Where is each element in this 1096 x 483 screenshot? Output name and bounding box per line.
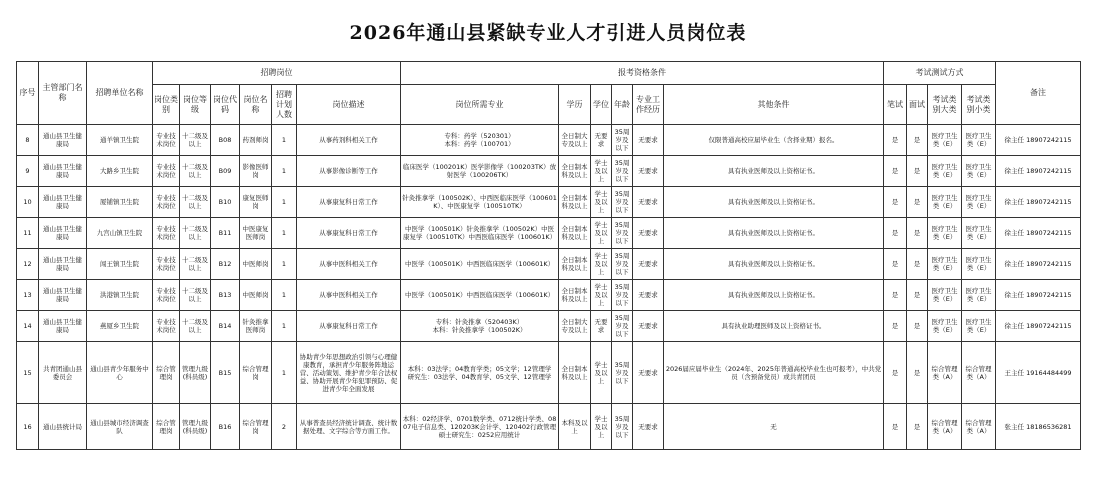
cell-name: 药剂师岗 [240, 125, 272, 156]
cell-written: 是 [884, 156, 907, 187]
cell-remark: 徐主任 18907242115 [996, 280, 1081, 311]
cell-exp: 无要求 [633, 187, 664, 218]
col-other: 其他条件 [664, 85, 884, 125]
cell-written: 是 [884, 125, 907, 156]
cell-exp: 无要求 [633, 342, 664, 404]
cell-remark: 徐主任 18907242115 [996, 187, 1081, 218]
cell-level: 十二级及以上 [180, 249, 211, 280]
cell-other: 具有执业医师及以上资格证书。 [664, 218, 884, 249]
cell-edu: 全日制本科及以上 [559, 249, 591, 280]
cell-type: 综合管理岗 [153, 404, 180, 450]
cell-dept: 通山县卫生健康局 [39, 218, 87, 249]
table-row [17, 311, 1081, 342]
cell-code: B15 [211, 342, 240, 404]
col-exam-major: 考试类别大类 [928, 85, 962, 125]
cell-exam-minor: 医疗卫生类（E） [962, 156, 996, 187]
cell-dept: 共青团通山县委员会 [39, 342, 87, 404]
group-exam: 考试测试方式 [884, 62, 996, 85]
group-recruit: 招聘岗位 [153, 62, 401, 85]
col-post-code: 岗位代码 [211, 85, 240, 125]
table-row [17, 404, 1081, 450]
col-post-name: 岗位名称 [240, 85, 272, 125]
cell-degree: 学士及以上 [591, 187, 612, 218]
cell-count: 1 [272, 249, 297, 280]
cell-exp: 无要求 [633, 218, 664, 249]
cell-degree: 学士及以上 [591, 342, 612, 404]
cell-unit: 大路乡卫生院 [87, 156, 153, 187]
cell-type: 专业技术岗位 [153, 156, 180, 187]
cell-name: 综合管理岗 [240, 342, 272, 404]
cell-name: 中医师岗 [240, 249, 272, 280]
cell-exam-major: 医疗卫生类（E） [928, 218, 962, 249]
cell-level: 十二级及以上 [180, 218, 211, 249]
table-body [17, 125, 1081, 450]
cell-exam-major: 医疗卫生类（E） [928, 187, 962, 218]
cell-type: 专业技术岗位 [153, 280, 180, 311]
cell-remark: 徐主任 18907242115 [996, 156, 1081, 187]
cell-seq: 9 [17, 156, 39, 187]
cell-major: 中医学（100501K）针灸推拿学（100502K）中医康复学（100510TK）中西医临床医学（100601K） [401, 218, 559, 249]
cell-level: 管理九级(科员级) [180, 404, 211, 450]
cell-type: 专业技术岗位 [153, 125, 180, 156]
cell-remark: 徐主任 18907242115 [996, 249, 1081, 280]
cell-desc: 从事药剂科相关工作 [297, 125, 401, 156]
cell-dept: 通山县卫生健康局 [39, 187, 87, 218]
cell-seq: 12 [17, 249, 39, 280]
cell-other: 具有执业医师及以上资格证书。 [664, 156, 884, 187]
cell-desc: 从事中医科相关工作 [297, 280, 401, 311]
col-degree: 学位 [591, 85, 612, 125]
cell-exam-minor: 医疗卫生类（E） [962, 311, 996, 342]
cell-exam-minor: 医疗卫生类（E） [962, 249, 996, 280]
cell-desc: 从事中医科相关工作 [297, 249, 401, 280]
cell-other: 具有执业医师及以上资格证书。 [664, 249, 884, 280]
table-row [17, 218, 1081, 249]
col-post-level: 岗位等级 [180, 85, 211, 125]
cell-interview: 是 [907, 125, 928, 156]
cell-count: 1 [272, 342, 297, 404]
cell-other: 2026届应届毕业生（2024年、2025年普通高校毕业生也可报考），中共党员（含预备党员）或共青团员 [664, 342, 884, 404]
cell-type: 综合管理岗 [153, 342, 180, 404]
table-row [17, 156, 1081, 187]
cell-exam-major: 医疗卫生类（E） [928, 156, 962, 187]
cell-exam-minor: 医疗卫生类（E） [962, 218, 996, 249]
cell-remark: 徐主任 18907242115 [996, 125, 1081, 156]
cell-exp: 无要求 [633, 311, 664, 342]
cell-dept: 通山县卫生健康局 [39, 125, 87, 156]
cell-edu: 全日制本科及以上 [559, 280, 591, 311]
col-unit: 招聘单位名称 [87, 62, 153, 125]
page-title: 2026年通山县紧缺专业人才引进人员岗位表 [349, 22, 747, 44]
header-row-2 [17, 85, 1081, 125]
cell-unit: 通山县城市经济调查队 [87, 404, 153, 450]
cell-level: 十二级及以上 [180, 125, 211, 156]
col-exam-minor: 考试类别小类 [962, 85, 996, 125]
cell-degree: 学士及以上 [591, 156, 612, 187]
cell-interview: 是 [907, 249, 928, 280]
cell-count: 1 [272, 156, 297, 187]
cell-exam-major: 医疗卫生类（E） [928, 249, 962, 280]
cell-exam-minor: 医疗卫生类（E） [962, 125, 996, 156]
cell-name: 中医康复医师岗 [240, 218, 272, 249]
table-row [17, 187, 1081, 218]
cell-desc: 从事普查员经济统计调查、统计数据处理、文字综合等方面工作。 [297, 404, 401, 450]
cell-unit: 燕厦乡卫生院 [87, 311, 153, 342]
cell-age: 35周岁及以下 [612, 311, 633, 342]
cell-remark: 张主任 18186536281 [996, 404, 1081, 450]
cell-unit: 闯王镇卫生院 [87, 249, 153, 280]
cell-exam-minor: 医疗卫生类（E） [962, 280, 996, 311]
cell-edu: 全日制大专及以上 [559, 311, 591, 342]
table-row [17, 342, 1081, 404]
cell-major: 中医学（100501K）中西医临床医学（100601K） [401, 249, 559, 280]
cell-interview: 是 [907, 311, 928, 342]
cell-level: 管理九级(科员级) [180, 342, 211, 404]
cell-edu: 全日制本科及以上 [559, 218, 591, 249]
cell-code: B11 [211, 218, 240, 249]
cell-desc: 从事影像诊断等工作 [297, 156, 401, 187]
cell-age: 35周岁及以下 [612, 280, 633, 311]
cell-exam-major: 医疗卫生类（E） [928, 311, 962, 342]
col-written: 笔试 [884, 85, 907, 125]
cell-code: B13 [211, 280, 240, 311]
cell-code: B14 [211, 311, 240, 342]
cell-exam-major: 医疗卫生类（E） [928, 280, 962, 311]
cell-unit: 洪港镇卫生院 [87, 280, 153, 311]
cell-exam-major: 综合管理类（A） [928, 342, 962, 404]
col-post-desc: 岗位描述 [297, 85, 401, 125]
cell-other: 具有执业助理医师及以上资格证书。 [664, 311, 884, 342]
cell-count: 1 [272, 280, 297, 311]
cell-written: 是 [884, 187, 907, 218]
cell-age: 35周岁及以下 [612, 187, 633, 218]
cell-seq: 15 [17, 342, 39, 404]
cell-name: 中医师岗 [240, 280, 272, 311]
cell-seq: 13 [17, 280, 39, 311]
cell-exp: 无要求 [633, 125, 664, 156]
cell-code: B09 [211, 156, 240, 187]
group-qualification: 报考资格条件 [401, 62, 884, 85]
cell-edu: 全日制本科及以上 [559, 187, 591, 218]
col-dept: 主管部门名称 [39, 62, 87, 125]
cell-interview: 是 [907, 218, 928, 249]
cell-other: 具有执业医师及以上资格证书。 [664, 280, 884, 311]
cell-exam-major: 综合管理类（A） [928, 404, 962, 450]
cell-remark: 王主任 19164484499 [996, 342, 1081, 404]
cell-desc: 从事康复科日常工作 [297, 311, 401, 342]
cell-major: 针灸推拿学（100502K）、中西医临床医学（100601K）、中医康复学（100510TK） [401, 187, 559, 218]
cell-degree: 无要求 [591, 311, 612, 342]
col-age: 年龄 [612, 85, 633, 125]
cell-seq: 16 [17, 404, 39, 450]
cell-unit: 通羊镇卫生院 [87, 125, 153, 156]
cell-type: 专业技术岗位 [153, 187, 180, 218]
cell-major: 专科：针灸推拿（520403K） 本科：针灸推拿学（100502K） [401, 311, 559, 342]
cell-age: 35周岁及以下 [612, 156, 633, 187]
cell-written: 是 [884, 218, 907, 249]
position-table [16, 61, 1081, 450]
cell-dept: 通山县统计局 [39, 404, 87, 450]
cell-desc: 协助青少年思想政治引领与心理健康教育，承担青少年服务阵地运营、活动策划、维护青少年合法权益、协助开展青少年犯罪预防、促进青少年全面发展 [297, 342, 401, 404]
table-row [17, 125, 1081, 156]
cell-seq: 11 [17, 218, 39, 249]
cell-name: 影像医师岗 [240, 156, 272, 187]
col-exp: 专业工作经历 [633, 85, 664, 125]
cell-name: 康复医师岗 [240, 187, 272, 218]
cell-edu: 全日制本科及以上 [559, 342, 591, 404]
col-edu: 学历 [559, 85, 591, 125]
cell-other: 仅限普通高校应届毕业生（含择业期）报名。 [664, 125, 884, 156]
cell-interview: 是 [907, 156, 928, 187]
cell-edu: 全日制本科及以上 [559, 156, 591, 187]
cell-exp: 无要求 [633, 280, 664, 311]
cell-major: 临床医学（100201K）医学影像学（100203TK）放射医学（100206TK） [401, 156, 559, 187]
cell-exp: 无要求 [633, 249, 664, 280]
cell-desc: 从事康复科日常工作 [297, 218, 401, 249]
cell-seq: 14 [17, 311, 39, 342]
cell-dept: 通山县卫生健康局 [39, 280, 87, 311]
cell-degree: 无要求 [591, 125, 612, 156]
cell-written: 是 [884, 249, 907, 280]
cell-exam-major: 医疗卫生类（E） [928, 125, 962, 156]
cell-exam-minor: 综合管理类（A） [962, 342, 996, 404]
cell-age: 35周岁及以下 [612, 249, 633, 280]
cell-dept: 通山县卫生健康局 [39, 311, 87, 342]
cell-unit: 厦铺镇卫生院 [87, 187, 153, 218]
cell-seq: 10 [17, 187, 39, 218]
cell-type: 专业技术岗位 [153, 218, 180, 249]
cell-code: B16 [211, 404, 240, 450]
cell-count: 1 [272, 218, 297, 249]
cell-code: B10 [211, 187, 240, 218]
table-row [17, 249, 1081, 280]
cell-exam-minor: 综合管理类（A） [962, 404, 996, 450]
cell-dept: 通山县卫生健康局 [39, 156, 87, 187]
cell-other: 无 [664, 404, 884, 450]
cell-name: 针灸推拿医师岗 [240, 311, 272, 342]
cell-age: 35周岁及以下 [612, 404, 633, 450]
cell-other: 具有执业医师及以上资格证书。 [664, 187, 884, 218]
cell-exp: 无要求 [633, 404, 664, 450]
col-interview: 面试 [907, 85, 928, 125]
cell-major: 专科：药学（520301） 本科：药学（100701） [401, 125, 559, 156]
cell-edu: 全日制大专及以上 [559, 125, 591, 156]
cell-major: 本科：02经济学、0701数学类、0712统计学类、0807电子信息类、120203K会计学、120402行政管理 硕士研究生：0252应用统计 [401, 404, 559, 450]
col-seq: 序号 [17, 62, 39, 125]
cell-exp: 无要求 [633, 156, 664, 187]
cell-interview: 是 [907, 280, 928, 311]
cell-interview: 是 [907, 187, 928, 218]
cell-type: 专业技术岗位 [153, 249, 180, 280]
cell-code: B12 [211, 249, 240, 280]
cell-remark: 徐主任 18907242115 [996, 311, 1081, 342]
cell-major: 本科：03法学；04教育学类；05文学；12管理学 研究生：03法学、04教育学、05文学、12管理学 [401, 342, 559, 404]
cell-type: 专业技术岗位 [153, 311, 180, 342]
cell-degree: 学士及以上 [591, 280, 612, 311]
col-remark: 备注 [996, 62, 1081, 125]
col-post-type: 岗位类别 [153, 85, 180, 125]
cell-code: B08 [211, 125, 240, 156]
cell-count: 1 [272, 125, 297, 156]
cell-interview: 是 [907, 342, 928, 404]
header-row-1 [17, 62, 1081, 85]
cell-count: 2 [272, 404, 297, 450]
cell-exam-minor: 医疗卫生类（E） [962, 187, 996, 218]
cell-desc: 从事康复科日常工作 [297, 187, 401, 218]
cell-remark: 徐主任 18907242115 [996, 218, 1081, 249]
cell-age: 35周岁及以下 [612, 218, 633, 249]
cell-level: 十二级及以上 [180, 156, 211, 187]
table-row [17, 280, 1081, 311]
cell-degree: 学士及以上 [591, 404, 612, 450]
cell-level: 十二级及以上 [180, 187, 211, 218]
cell-age: 35周岁及以下 [612, 342, 633, 404]
cell-written: 是 [884, 342, 907, 404]
cell-interview: 是 [907, 404, 928, 450]
cell-written: 是 [884, 311, 907, 342]
cell-written: 是 [884, 404, 907, 450]
cell-degree: 学士及以上 [591, 249, 612, 280]
cell-seq: 8 [17, 125, 39, 156]
cell-degree: 学士及以上 [591, 218, 612, 249]
cell-edu: 本科及以上 [559, 404, 591, 450]
cell-count: 1 [272, 187, 297, 218]
cell-count: 1 [272, 311, 297, 342]
cell-level: 十二级及以上 [180, 280, 211, 311]
cell-dept: 通山县卫生健康局 [39, 249, 87, 280]
cell-unit: 通山县青少年服务中心 [87, 342, 153, 404]
col-major: 岗位所需专业 [401, 85, 559, 125]
cell-major: 中医学（100501K）中西医临床医学（100601K） [401, 280, 559, 311]
cell-written: 是 [884, 280, 907, 311]
cell-age: 35周岁及以下 [612, 125, 633, 156]
cell-unit: 九宫山镇卫生院 [87, 218, 153, 249]
cell-name: 综合管理岗 [240, 404, 272, 450]
col-post-count: 招聘计划人数 [272, 85, 297, 125]
cell-level: 十二级及以上 [180, 311, 211, 342]
